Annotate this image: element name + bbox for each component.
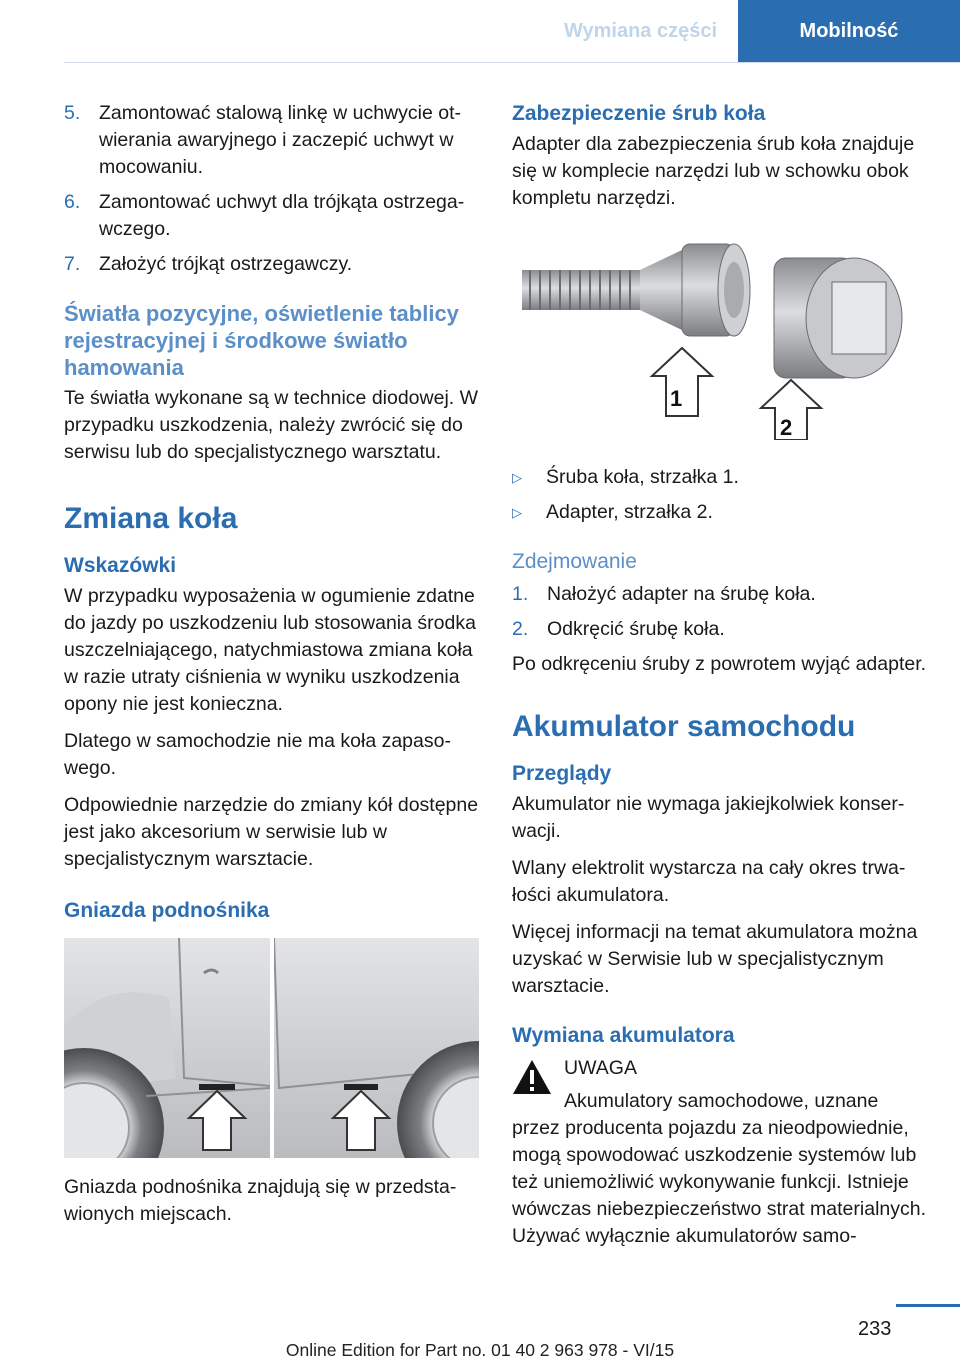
figure-legend-list [512, 464, 930, 526]
step-text: Zamontować uchwyt dla trójkąta ostrzegawczego. [99, 191, 465, 240]
step-number: 1. [512, 583, 529, 605]
triangle-bullet-icon: ▷ [512, 470, 522, 485]
warning-triangle-icon [512, 1055, 564, 1115]
tips-heading: Wskazówki [64, 554, 177, 577]
figure-label-2: 2 [780, 415, 793, 440]
wheel-change-heading: Zmiana koła [64, 502, 238, 535]
warning-line-1: Akumulatory samochodowe, uznane [564, 1090, 879, 1112]
wheel-bolt-illustration [512, 230, 930, 440]
steps-list [64, 100, 479, 278]
battery-heading: Akumulator samochodu [512, 710, 856, 743]
step-number: 2. [512, 618, 529, 640]
jack-points-figure [64, 938, 479, 1158]
right-column [512, 100, 930, 1260]
step-number: 7. [64, 253, 81, 275]
page-number: 233 [858, 1318, 892, 1340]
tab-wymiana-czesci[interactable]: Wymiana części [563, 19, 718, 42]
list-item [64, 189, 479, 243]
tips-paragraph-2: Dlatego w samochodzie nie ma koła zapasowego. [64, 730, 451, 779]
warning-block [512, 1055, 930, 1115]
wheel-lock-text: Adapter dla zabezpieczenia śrub koła znajduje się w komplecie narzędzi lub w schowku obok kompletu narzędzi. [512, 133, 915, 209]
header-divider [64, 62, 960, 63]
removal-steps-list [512, 581, 930, 643]
footer-accent-line [896, 1304, 960, 1307]
step-number: 5. [64, 102, 81, 124]
review-paragraph-1: Akumulator nie wymaga jakiejkolwiek konserwacji. [512, 793, 905, 842]
edition-footer: Online Edition for Part no. 01 40 2 963 978 - VI/15 [285, 1340, 675, 1360]
wheel-lock-figure [512, 230, 930, 440]
list-item [512, 616, 930, 643]
step-text: Nałożyć adapter na śrubę koła. [547, 583, 816, 605]
warning-label: UWAGA [564, 1057, 637, 1079]
list-item [512, 581, 930, 608]
jack-points-caption: Gniazda podnośnika znajdują się w przedstawionych miejscach. [64, 1176, 457, 1225]
wheel-lock-heading: Zabezpieczenie śrub koła [512, 102, 766, 125]
tab-mobilnosc[interactable]: Mobilność [738, 0, 960, 62]
battery-replace-heading: Wymiana akumulatora [512, 1024, 735, 1047]
lights-heading: Światła pozycyjne, oświetlenie tablicy rejestracyjnej i środkowe światło hamowania [64, 301, 459, 380]
list-item [512, 499, 930, 526]
list-item [512, 464, 930, 491]
list-item [64, 251, 479, 278]
lights-text: Te światła wykonane są w technice diodowej. W przypadku uszkodzenia, należy zwrócić się do serwisu lub do specjalistycznego warsztatu. [64, 387, 479, 463]
removal-after-text: Po odkręceniu śruby z powrotem wyjąć adapter. [512, 653, 927, 675]
warning-text: przez producenta pojazdu za nieodpowiednie, mogą spowodować uszkodzenie systemów lub też uniemożliwić wykonywanie funkcji. Istnieje wówczas niebezpieczeństwo strat materialnych. Używać wyłącznie akumulatorów samo- [512, 1117, 927, 1247]
jack-points-illustration [64, 938, 479, 1158]
jack-points-heading: Gniazda podnośnika [64, 899, 270, 922]
step-text: Odkręcić śrubę koła. [547, 618, 725, 640]
review-heading: Przeglądy [512, 762, 612, 785]
removal-heading: Zdejmowanie [512, 550, 637, 573]
step-number: 6. [64, 191, 81, 213]
figure-label-1: 1 [670, 386, 683, 411]
triangle-bullet-icon: ▷ [512, 505, 522, 520]
review-paragraph-2: Wlany elektrolit wystarcza na cały okres trwałości akumulatora. [512, 857, 906, 906]
tips-paragraph-1: W przypadku wyposażenia w ogumienie zdatne do jazdy po uszkodzeniu lub stosowania środka uszczelniającego, natychmiastowa zmiana koła w razie utraty ciśnienia w wyniku uszkodzenia opony nie jest konieczna. [64, 585, 476, 715]
left-column [64, 100, 479, 1238]
legend-text: Adapter, strzałka 2. [546, 501, 713, 523]
review-paragraph-3: Więcej informacji na temat akumulatora można uzyskać w Serwisie lub w specjalistycznym warsztacie. [512, 921, 918, 997]
step-text: Zamontować stalową linkę w uchwycie otwierania awaryjnego i zaczepić uchwyt w mocowaniu. [99, 102, 461, 178]
tips-paragraph-3: Odpowiednie narzędzie do zmiany kół dostępne jest jako akcesorium w serwisie lub w specjalistycznym warsztacie. [64, 794, 479, 870]
step-text: Założyć trójkąt ostrzegawczy. [99, 253, 353, 275]
legend-text: Śruba koła, strzałka 1. [546, 466, 739, 488]
list-item [64, 100, 479, 181]
